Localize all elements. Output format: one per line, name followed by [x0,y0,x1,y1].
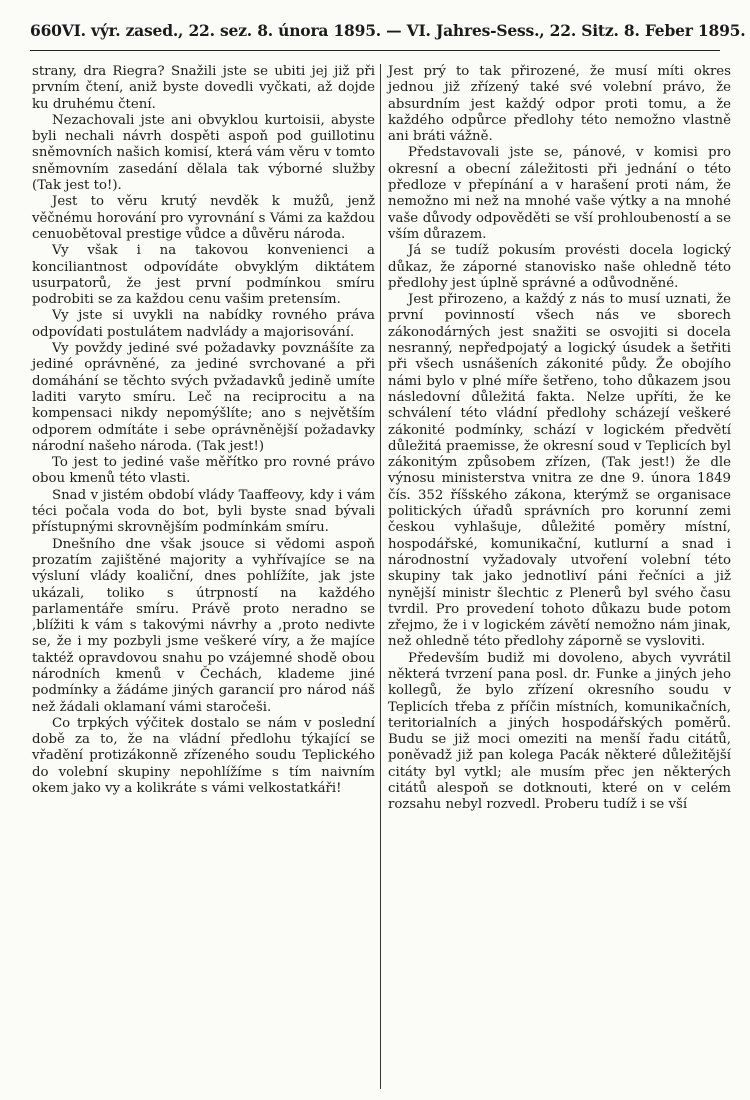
paragraph: strany, dra Riegra? Snažili jste se ubiti jej již při prvním čtení, aniž byste dovedli vyčkati, až dojde ku druhému čtení. [32,64,375,112]
paragraph: Dnešního dne však jsouce si vědomi aspoň prozatím zajištěné majority a vyhřívajíce se na výsluní vlády koaliční, dnes pohlížíte, jak jste ukázali, toliko s útrpností na každého parlamentáře smíru. Právě proto neradno se ,blížiti k vám s takovými návrhy a ,proto nedivte se, že i my pozbyli jsme veškeré víry, a že majíce taktéž opravdovou snahu po vzájemné shodě obou národních kmenů v Čechách, klademe jiné podmínky a žádáme jiných garancií pro národ náš než žádali oklamaní vámi staročeši. [32,536,375,715]
paragraph: Vy však i na takovou konvenienci a konciliantnost odpovídáte obvyklým diktátem usurpatorů, že jest první podmínkou smíru podrobiti se za každou cenu vašim pretensím. [32,243,375,308]
paragraph: Představovali jste se, pánové, v komisi pro okresní a obecní záležitosti při jednání o této předloze v přepínání a v harašení proti nám, že nemožno mi než na mnohé vaše výtky a na mnohé vaše důvody odpověděti se vší prohloubeností a se vším důrazem. [388,145,731,242]
right-column [388,64,731,814]
page-number: 660 [30,21,62,40]
paragraph: Vy jste si uvykli na nabídky rovného práva odpovídati postulátem nadvlády a majorisování. [32,308,375,340]
paragraph: Jest prý to tak přirozené, že musí míti okres jednou již zřízený také své volební právo, že absurdním jest každý odpor proti tomu, a že každého odpůrce předlohy této nemožno vlastně ani bráti vážně. [388,64,731,145]
paragraph: Vy povždy jediné své požadavky povznášíte za jediné oprávněné, za jediné svrchované a při domáhání se těchto svých pvžadavků jedině umíte laditi varyto smíru. Leč na reciprocitu a na kompensaci nikdy nepomýšlíte; ano s největším odporem odmítáte i sebe oprávněnější požadavky národní našeho národa. (Tak jest!) [32,341,375,454]
header-rule [30,50,720,51]
paragraph: Především budiž mi dovoleno, abych vyvrátil některá tvrzení pana posl. dr. Funke a jiných jeho kollegů, že bylo zřízení okresního soudu v Teplicích třeba z příčin místních, komunikačních, teritorialních a jiných hospodářských poměrů. Budu se již moci omeziti na menší řadu citátů, poněvadž již pan kolega Pacák některé důležitější citáty byl vytkl; ale musím přec jen některých citátů alespoň se dotknouti, které on v celém rozsahu nebyl rozvedl. Proberu tudíž i se vší [388,650,731,813]
paragraph: Co trpkých výčitek dostalo se nám v poslední době za to, že na vládní předlohu týkající se vřadění protizákonně zřízeného soudu Teplického do volební skupiny nepohlížíme s tím naivním okem jako vy a kolikráte s vámi velkostatkáři! [32,715,375,797]
session-header: VI. výr. zased., 22. sez. 8. února 1895. — VI. Jahres-Sess., 22. Sitz. 8. Feber 1895. [61,21,746,40]
paragraph: Jest přirozeno, a každý z nás to musí uznati, že první povinností všech nás ve sborech zákonodárných jest snažiti se osvojiti si docela nesranný, nepředpojatý a logický úsudek a šetřiti při všech usnášeních zákonité půdy. Že obojího námi bylo v plné míře šetřeno, toho důkazem jsou následovní důležitá fakta. Nelze upříti, že ke schválení této vládní předlohy scházejí veškeré zákonité podmínky, schází v logickém předvětí důležitá praemisse, že okresní soud v Teplicích byl zákonitým způsobem zřízen, (Tak jest!) že dle výnosu ministerstva vnitra ze dne 9. února 1849 čís. 352 říšského zákona, kterýmž se organisace politických úřadů správních pro korunní zemi českou vyhlašuje, důležité poměry místní, hospodářské, komunikační, kutlurní a snad i národnostní vyžadovaly utvoření volební této skupiny tak jako jednotliví páni řečníci a již nynější ministr šlechtic z Plenerů byl svého času tvrdil. Pro provedení tohoto důkazu bude potom zřejmo, že i v logickém závětí nemožno nám jinak, než ohledně této předlohy záporně se vysloviti. [388,292,731,650]
column-divider [380,64,381,1089]
paragraph: Snad v jistém období vlády Taaffeovy, kdy i vám téci počala voda do bot, byli byste snad bývali přístupnými skrovnějším podmínkám smíru. [32,487,375,536]
paragraph: Jest to věru krutý nevděk k mužů, jenž věčnému horování pro vyrovnání s Vámi za každou cenuobětoval prestige vůdce a důvěru národa. [32,194,375,242]
left-column [32,64,375,797]
paragraph: Nezachovali jste ani obvyklou kurtoisii, abyste byli nechali návrh dospěti aspoň pod guillotinu sněmovních našich komisí, která vám věru v tomto sněmovním zasedání dělala tak výborné služby (Tak jest to!). [32,112,375,194]
paragraph: Já se tudíž pokusím provésti docela logický důkaz, že záporné stanovisko naše ohledně této předlohy jest úplně správné a odůvodněné. [388,243,731,291]
running-header [30,21,746,40]
paragraph: To jest to jediné vaše měřítko pro rovné právo obou kmenů této vlasti. [32,455,375,487]
